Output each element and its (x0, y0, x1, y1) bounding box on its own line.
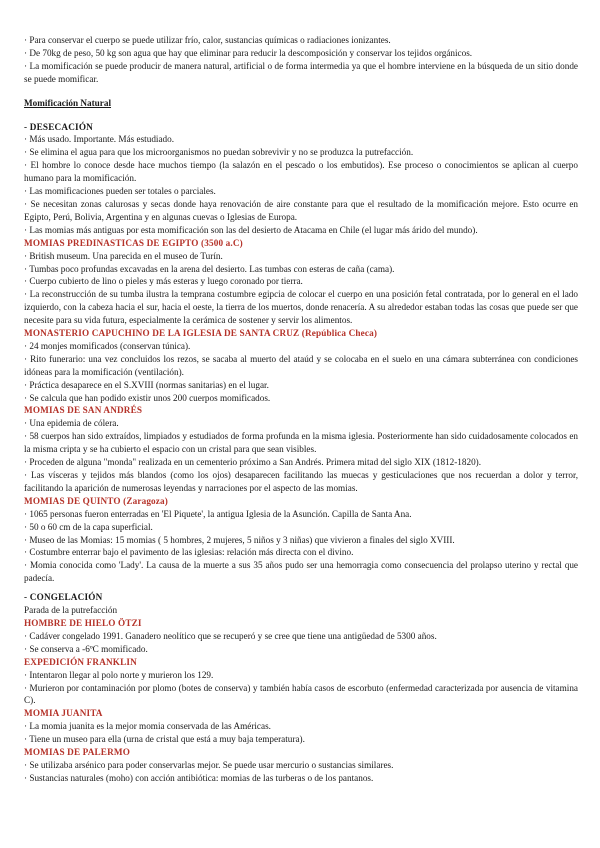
bullet-item: · Se conserva a -6ºC momificado. (24, 643, 148, 654)
bullet-item: · Las momificaciones pueden ser totales o parciales. (24, 186, 216, 197)
predinasticas-section (24, 237, 578, 327)
intro-paragraph: · De 70kg de peso, 50 kg son agua que hay que eliminar para reducir la descomposición y conservar los tejidos orgánicos. (24, 47, 473, 58)
bullet-item: · Proceden de alguna "monda" realizada en un cementerio próximo a San Andrés. Primera mitad del siglo XIX (1812-1820). (24, 457, 482, 468)
subsection-heading: MOMIAS PREDINASTICAS DE EGIPTO (3500 a.C) (24, 237, 243, 248)
palermo-section (24, 746, 578, 785)
franklin-section (24, 656, 578, 708)
bullet-item: · 24 monjes momificados (conservan túnica). (24, 340, 191, 351)
san-andres-section (24, 404, 578, 494)
otzi-section (24, 617, 578, 656)
bullet-item: · Museo de las Momias: 15 momias ( 5 hombres, 2 mujeres, 5 niños y 3 niñas) que vivieron a finales del siglo XVIII. (24, 534, 455, 545)
subsection-heading: MONASTERIO CAPUCHINO DE LA IGLESIA DE SANTA CRUZ (República Checa) (24, 328, 378, 339)
bullet-item: · Más usado. Importante. Más estudiado. (24, 134, 175, 145)
bullet-item: · Murieron por contaminación por plomo (botes de conserva) y también había casos de escorbuto (enfermedad caracterizada por ausencia de vitamina C). (24, 682, 578, 706)
bullet-item: · Se calcula que han podido existir unos 200 cuerpos momificados. (24, 392, 271, 403)
bullet-item: · Cadáver congelado 1991. Ganadero neolítico que se recuperó y se cree que tiene una antigüedad de 5300 años. (24, 630, 437, 641)
desecacion-section (24, 121, 578, 237)
bullet-item: · Tiene un museo para ella (urna de cristal que está a muy baja temperatura). (24, 734, 305, 745)
bullet-item: · Se utilizaba arsénico para poder conservarlas mejor. Se puede usar mercurio o sustancias similares. (24, 759, 394, 770)
congelacion-section (24, 591, 578, 617)
bullet-item: · La momia juanita es la mejor momia conservada de las Américas. (24, 721, 271, 732)
bullet-item: · Una epidemia de cólera. (24, 418, 119, 429)
section-heading: - CONGELACIÓN (24, 592, 103, 603)
bullet-item: · Las momias más antiguas por esta momificación son las del desierto de Atacama en Chile (el lugar más árido del mundo). (24, 224, 478, 235)
capuchino-section (24, 327, 578, 404)
bullet-item: · Intentaron llegar al polo norte y murieron los 129. (24, 669, 214, 680)
bullet-item: · Sustancias naturales (moho) con acción antibiótica: momias de las turberas o de los pantanos. (24, 772, 374, 783)
bullet-item: · Tumbas poco profundas excavadas en la arena del desierto. Las tumbas con esteras de caña (cama). (24, 263, 395, 274)
bullet-item: · Cuerpo cubierto de lino o pieles y más esteras y luego coronado por tierra. (24, 276, 303, 287)
intro-block (24, 34, 578, 86)
subsection-heading: MOMIA JUANITA (24, 708, 103, 719)
bullet-item: · El hombre lo conoce desde hace muchos tiempo (la salazón en el pescado o los embutidos). Ese proceso o conocimientos se aplican al cuerpo humano para la momificación. (24, 160, 578, 184)
bullet-item: · 50 o 60 cm de la capa superficial. (24, 521, 153, 532)
subsection-heading: EXPEDICIÓN FRANKLIN (24, 656, 137, 667)
section-subtitle: Parada de la putrefacción (24, 605, 118, 616)
subsection-heading: HOMBRE DE HIELO ÖTZI (24, 617, 142, 628)
section-title: Momificación Natural (24, 97, 112, 108)
bullet-item: · Se necesitan zonas calurosas y secas donde haya renovación de aire constante para que el resultado de la momificación mejore. Esto ocurre en Egipto, Perú, Bolivia, Argentina y en algunas cuevas o Iglesias de Europa. (24, 198, 578, 222)
bullet-item: · Rito funerario: una vez concluidos los rezos, se sacaba al muerto del ataúd y se colocaba en el suelo en una cámara subterránea con condiciones idóneas para la momificación (ventilación). (24, 353, 578, 377)
bullet-item: · Práctica desaparece en el S.XVIII (normas sanitarias) en el lugar. (24, 379, 269, 390)
bullet-item: · Costumbre enterrar bajo el pavimento de las iglesias: relación más directa con el divino. (24, 547, 354, 558)
bullet-item: · 58 cuerpos han sido extraídos, limpiados y estudiados de forma profunda en la misma iglesia. Posteriormente han sido cuidadosamente colocados en la misma cripta y se ha cubierto el espacio con un cristal para que sean visibles. (24, 431, 578, 455)
intro-paragraph: · La momificación se puede producir de manera natural, artificial o de forma intermedia ya que el hombre interviene en la búsqueda de un sitio donde se puede momificar. (24, 60, 578, 84)
bullet-item: · Momia conocida como 'Lady'. La causa de la muerte a sus 35 años pudo ser una hemorragia como consecuencia del prolapso uterino y rectal que padecía. (24, 560, 578, 584)
bullet-item: · Se elimina el agua para que los microorganismos no puedan sobrevivir y no se produzca la putrefacción. (24, 147, 414, 158)
bullet-item: · 1065 personas fueron enterradas en 'El Piquete', la antigua Iglesia de la Asunción. Capilla de Santa Ana. (24, 508, 412, 519)
intro-paragraph: · Para conservar el cuerpo se puede utilizar frío, calor, sustancias químicas o radiaciones ionizantes. (24, 35, 391, 45)
bullet-item: · Las vísceras y tejidos más blandos (como los ojos) desaparecen facilitando las muecas y gesticulaciones que nos recuerdan a dolor y terror, facilitando la aparición de numerosas leyendas y narraciones por el aspecto de las momias. (24, 470, 578, 493)
juanita-section (24, 707, 578, 746)
bullet-item: · British museum. Una parecida en el museo de Turín. (24, 250, 223, 261)
subsection-heading: MOMIAS DE QUINTO (Zaragoza) (24, 495, 168, 506)
quinto-section (24, 495, 578, 585)
section-heading: - DESECACIÓN (24, 121, 94, 132)
subsection-heading: MOMIAS DE PALERMO (24, 747, 130, 758)
bullet-item: · La reconstrucción de su tumba ilustra la temprana costumbre egipcia de colocar el cuerpo en una posición fetal contratada, por lo general en el lado izquierdo, con la cabeza hacia el sur, hacia el oeste, la tierra de los muertos, donde renacería. A su alrededor estaban todas las cosas que puede ser que necesite para su vida futura, especialmente la cerámica de sostener y servir los alimentos. (24, 289, 578, 326)
subsection-heading: MOMIAS DE SAN ANDRÉS (24, 405, 143, 416)
